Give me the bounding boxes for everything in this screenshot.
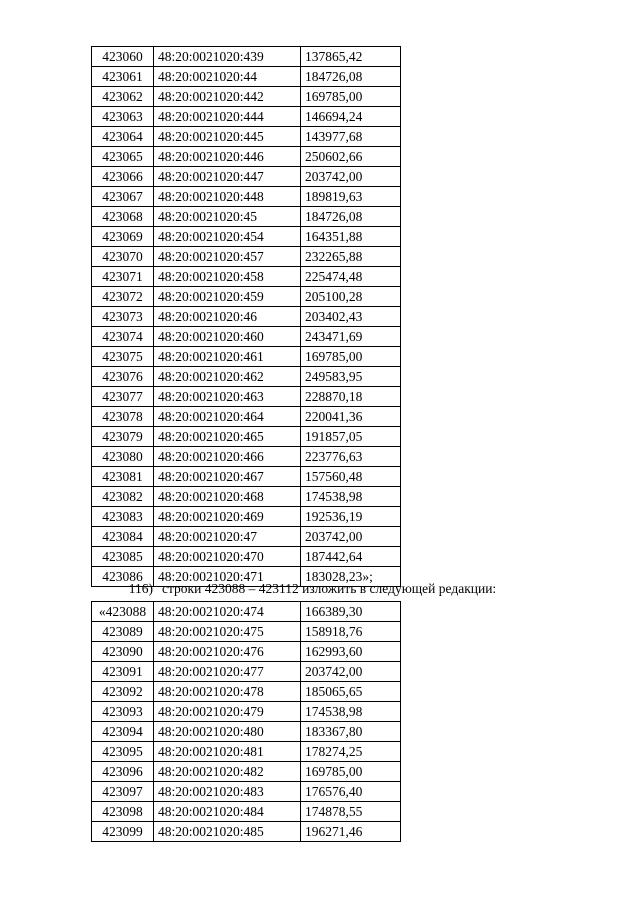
table-row bbox=[92, 147, 401, 167]
row-number-cell: 423076 bbox=[92, 367, 154, 387]
table-row bbox=[92, 702, 401, 722]
cadastral-value-cell: 162993,60 bbox=[301, 642, 401, 662]
cadastral-number-cell: 48:20:0021020:460 bbox=[154, 327, 301, 347]
table-row bbox=[92, 127, 401, 147]
table-row bbox=[92, 67, 401, 87]
cadastral-value-cell: 203402,43 bbox=[301, 307, 401, 327]
row-number-cell: 423066 bbox=[92, 167, 154, 187]
row-number-cell: 423075 bbox=[92, 347, 154, 367]
row-number-cell: 423083 bbox=[92, 507, 154, 527]
row-number-cell: «423088 bbox=[92, 602, 154, 622]
cadastral-table-lower bbox=[91, 601, 401, 842]
table-row bbox=[92, 467, 401, 487]
cadastral-value-cell: 184726,08 bbox=[301, 67, 401, 87]
cadastral-value-cell: 203742,00 bbox=[301, 167, 401, 187]
row-number-cell: 423077 bbox=[92, 387, 154, 407]
cadastral-value-cell: 187442,64 bbox=[301, 547, 401, 567]
table-row bbox=[92, 367, 401, 387]
cadastral-number-cell: 48:20:0021020:474 bbox=[154, 602, 301, 622]
row-number-cell: 423098 bbox=[92, 802, 154, 822]
row-number-cell: 423069 bbox=[92, 227, 154, 247]
cadastral-value-cell: 225474,48 bbox=[301, 267, 401, 287]
table-row bbox=[92, 267, 401, 287]
cadastral-number-cell: 48:20:0021020:44 bbox=[154, 67, 301, 87]
cadastral-value-cell: 183028,23»; bbox=[301, 567, 401, 587]
row-number-cell: 423082 bbox=[92, 487, 154, 507]
cadastral-value-cell: 250602,66 bbox=[301, 147, 401, 167]
row-number-cell: 423060 bbox=[92, 47, 154, 67]
row-number-cell: 423068 bbox=[92, 207, 154, 227]
cadastral-value-cell: 166389,30 bbox=[301, 602, 401, 622]
cadastral-value-cell: 191857,05 bbox=[301, 427, 401, 447]
cadastral-value-cell: 203742,00 bbox=[301, 527, 401, 547]
cadastral-value-cell: 143977,68 bbox=[301, 127, 401, 147]
table-row bbox=[92, 327, 401, 347]
row-number-cell: 423072 bbox=[92, 287, 154, 307]
cadastral-number-cell: 48:20:0021020:475 bbox=[154, 622, 301, 642]
cadastral-value-cell: 203742,00 bbox=[301, 662, 401, 682]
table-row bbox=[92, 307, 401, 327]
cadastral-number-cell: 48:20:0021020:448 bbox=[154, 187, 301, 207]
cadastral-number-cell: 48:20:0021020:465 bbox=[154, 427, 301, 447]
cadastral-number-cell: 48:20:0021020:444 bbox=[154, 107, 301, 127]
cadastral-table-lower-body bbox=[92, 602, 401, 842]
cadastral-value-cell: 223776,63 bbox=[301, 447, 401, 467]
cadastral-value-cell: 137865,42 bbox=[301, 47, 401, 67]
row-number-cell: 423091 bbox=[92, 662, 154, 682]
row-number-cell: 423070 bbox=[92, 247, 154, 267]
table-row bbox=[92, 527, 401, 547]
row-number-cell: 423071 bbox=[92, 267, 154, 287]
row-number-cell: 423073 bbox=[92, 307, 154, 327]
table-row bbox=[92, 287, 401, 307]
row-number-cell: 423099 bbox=[92, 822, 154, 842]
table-row bbox=[92, 662, 401, 682]
table-row bbox=[92, 622, 401, 642]
amendment-instruction bbox=[90, 579, 630, 599]
row-number-cell: 423096 bbox=[92, 762, 154, 782]
table-row bbox=[92, 47, 401, 67]
table-row bbox=[92, 87, 401, 107]
cadastral-number-cell: 48:20:0021020:485 bbox=[154, 822, 301, 842]
table-row bbox=[92, 387, 401, 407]
table-row bbox=[92, 507, 401, 527]
cadastral-number-cell: 48:20:0021020:458 bbox=[154, 267, 301, 287]
table-row bbox=[92, 187, 401, 207]
cadastral-table-upper bbox=[91, 46, 401, 587]
cadastral-number-cell: 48:20:0021020:484 bbox=[154, 802, 301, 822]
cadastral-value-cell: 174538,98 bbox=[301, 702, 401, 722]
row-number-cell: 423094 bbox=[92, 722, 154, 742]
row-number-cell: 423061 bbox=[92, 67, 154, 87]
cadastral-number-cell: 48:20:0021020:47 bbox=[154, 527, 301, 547]
row-number-cell: 423084 bbox=[92, 527, 154, 547]
table-row bbox=[92, 107, 401, 127]
table-row bbox=[92, 547, 401, 567]
amendment-item-text: строки 423088 – 423112 изложить в следующей редакции: bbox=[162, 581, 497, 596]
cadastral-number-cell: 48:20:0021020:481 bbox=[154, 742, 301, 762]
cadastral-value-cell: 249583,95 bbox=[301, 367, 401, 387]
row-number-cell: 423095 bbox=[92, 742, 154, 762]
cadastral-value-cell: 220041,36 bbox=[301, 407, 401, 427]
row-number-cell: 423081 bbox=[92, 467, 154, 487]
cadastral-number-cell: 48:20:0021020:479 bbox=[154, 702, 301, 722]
row-number-cell: 423097 bbox=[92, 782, 154, 802]
cadastral-value-cell: 174538,98 bbox=[301, 487, 401, 507]
table-row bbox=[92, 822, 401, 842]
row-number-cell: 423079 bbox=[92, 427, 154, 447]
cadastral-number-cell: 48:20:0021020:483 bbox=[154, 782, 301, 802]
table-row bbox=[92, 347, 401, 367]
table-row bbox=[92, 207, 401, 227]
row-number-cell: 423093 bbox=[92, 702, 154, 722]
row-number-cell: 423080 bbox=[92, 447, 154, 467]
cadastral-number-cell: 48:20:0021020:464 bbox=[154, 407, 301, 427]
row-number-cell: 423089 bbox=[92, 622, 154, 642]
cadastral-number-cell: 48:20:0021020:477 bbox=[154, 662, 301, 682]
row-number-cell: 423065 bbox=[92, 147, 154, 167]
cadastral-value-cell: 174878,55 bbox=[301, 802, 401, 822]
cadastral-number-cell: 48:20:0021020:46 bbox=[154, 307, 301, 327]
cadastral-number-cell: 48:20:0021020:471 bbox=[154, 567, 301, 587]
table-row bbox=[92, 487, 401, 507]
cadastral-value-cell: 184726,08 bbox=[301, 207, 401, 227]
table-row bbox=[92, 602, 401, 622]
cadastral-value-cell: 176576,40 bbox=[301, 782, 401, 802]
row-number-cell: 423090 bbox=[92, 642, 154, 662]
row-number-cell: 423074 bbox=[92, 327, 154, 347]
row-number-cell: 423064 bbox=[92, 127, 154, 147]
cadastral-value-cell: 192536,19 bbox=[301, 507, 401, 527]
table-row bbox=[92, 247, 401, 267]
cadastral-number-cell: 48:20:0021020:467 bbox=[154, 467, 301, 487]
amendment-item-number: 116) bbox=[128, 581, 153, 596]
row-number-cell: 423078 bbox=[92, 407, 154, 427]
table-row bbox=[92, 742, 401, 762]
cadastral-number-cell: 48:20:0021020:480 bbox=[154, 722, 301, 742]
cadastral-number-cell: 48:20:0021020:447 bbox=[154, 167, 301, 187]
cadastral-table-upper-body bbox=[92, 47, 401, 587]
cadastral-value-cell: 183367,80 bbox=[301, 722, 401, 742]
cadastral-number-cell: 48:20:0021020:470 bbox=[154, 547, 301, 567]
cadastral-number-cell: 48:20:0021020:446 bbox=[154, 147, 301, 167]
cadastral-number-cell: 48:20:0021020:459 bbox=[154, 287, 301, 307]
cadastral-value-cell: 178274,25 bbox=[301, 742, 401, 762]
table-row bbox=[92, 782, 401, 802]
cadastral-value-cell: 189819,63 bbox=[301, 187, 401, 207]
row-number-cell: 423085 bbox=[92, 547, 154, 567]
cadastral-number-cell: 48:20:0021020:463 bbox=[154, 387, 301, 407]
cadastral-number-cell: 48:20:0021020:445 bbox=[154, 127, 301, 147]
cadastral-value-cell: 158918,76 bbox=[301, 622, 401, 642]
table-row bbox=[92, 722, 401, 742]
cadastral-number-cell: 48:20:0021020:476 bbox=[154, 642, 301, 662]
cadastral-value-cell: 164351,88 bbox=[301, 227, 401, 247]
table-row bbox=[92, 802, 401, 822]
row-number-cell: 423067 bbox=[92, 187, 154, 207]
cadastral-number-cell: 48:20:0021020:461 bbox=[154, 347, 301, 367]
table-row bbox=[92, 407, 401, 427]
row-number-cell: 423086 bbox=[92, 567, 154, 587]
cadastral-number-cell: 48:20:0021020:478 bbox=[154, 682, 301, 702]
row-number-cell: 423092 bbox=[92, 682, 154, 702]
cadastral-number-cell: 48:20:0021020:45 bbox=[154, 207, 301, 227]
cadastral-number-cell: 48:20:0021020:468 bbox=[154, 487, 301, 507]
row-number-cell: 423063 bbox=[92, 107, 154, 127]
cadastral-value-cell: 243471,69 bbox=[301, 327, 401, 347]
table-row bbox=[92, 682, 401, 702]
cadastral-value-cell: 196271,46 bbox=[301, 822, 401, 842]
cadastral-value-cell: 169785,00 bbox=[301, 87, 401, 107]
cadastral-number-cell: 48:20:0021020:457 bbox=[154, 247, 301, 267]
cadastral-value-cell: 232265,88 bbox=[301, 247, 401, 267]
cadastral-value-cell: 185065,65 bbox=[301, 682, 401, 702]
cadastral-number-cell: 48:20:0021020:454 bbox=[154, 227, 301, 247]
table-row bbox=[92, 227, 401, 247]
cadastral-number-cell: 48:20:0021020:442 bbox=[154, 87, 301, 107]
cadastral-number-cell: 48:20:0021020:462 bbox=[154, 367, 301, 387]
cadastral-value-cell: 228870,18 bbox=[301, 387, 401, 407]
row-number-cell: 423062 bbox=[92, 87, 154, 107]
cadastral-value-cell: 205100,28 bbox=[301, 287, 401, 307]
cadastral-value-cell: 169785,00 bbox=[301, 762, 401, 782]
cadastral-value-cell: 146694,24 bbox=[301, 107, 401, 127]
cadastral-value-cell: 169785,00 bbox=[301, 347, 401, 367]
table-row bbox=[92, 167, 401, 187]
table-row bbox=[92, 447, 401, 467]
cadastral-number-cell: 48:20:0021020:482 bbox=[154, 762, 301, 782]
table-row bbox=[92, 642, 401, 662]
table-row bbox=[92, 762, 401, 782]
cadastral-number-cell: 48:20:0021020:439 bbox=[154, 47, 301, 67]
cadastral-number-cell: 48:20:0021020:466 bbox=[154, 447, 301, 467]
cadastral-number-cell: 48:20:0021020:469 bbox=[154, 507, 301, 527]
table-row bbox=[92, 427, 401, 447]
cadastral-value-cell: 157560,48 bbox=[301, 467, 401, 487]
